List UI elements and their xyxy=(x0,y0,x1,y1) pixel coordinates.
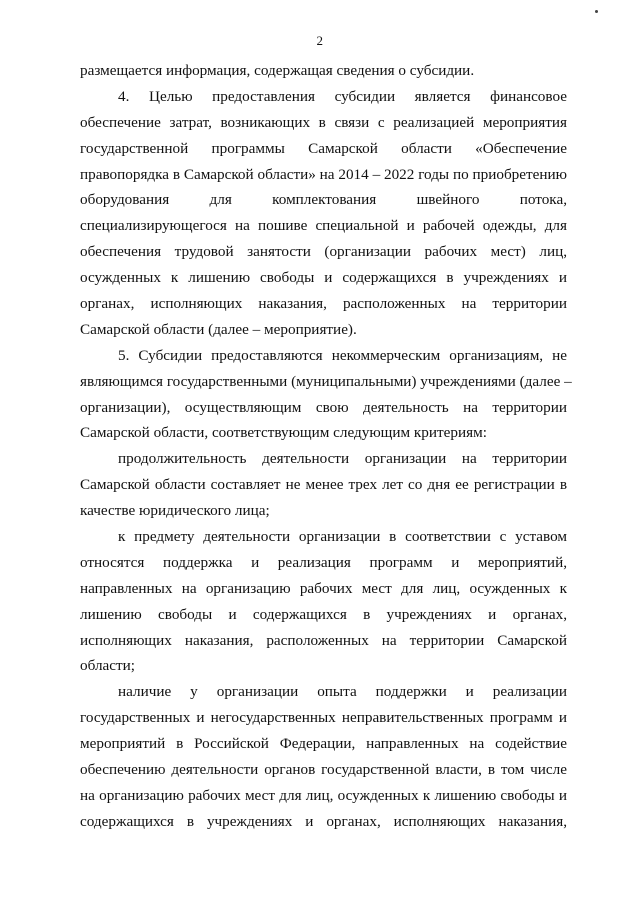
text-line: обеспечение затрат, возникающих в связи с реализацией мероприятия xyxy=(80,113,567,131)
text-line: размещается информация, содержащая сведения о субсидии. xyxy=(80,62,475,79)
text-line: мероприятий в Российской Федерации, направленных на содействие xyxy=(80,735,567,753)
criterion-duration xyxy=(80,446,567,524)
text-line: относятся поддержка и реализация программ и мероприятий, xyxy=(80,553,567,571)
criterion-experience xyxy=(80,679,567,834)
text-line: на организацию рабочих мест для лиц, осужденных к лишению свободы и xyxy=(80,786,567,804)
text-line: государственных и негосударственных неправительственных программ и xyxy=(80,709,567,727)
paragraph-continuation xyxy=(80,58,567,84)
text-line: государственной программы Самарской области «Обеспечение xyxy=(80,139,567,157)
page-number: 2 xyxy=(316,33,324,48)
text-line: обеспечению деятельности органов государственной власти, в том числе xyxy=(80,761,567,779)
text-line: обеспечения трудовой занятости (организации рабочих мест) лиц, xyxy=(80,243,567,261)
text-line: направленных на организацию рабочих мест для лиц, осужденных к xyxy=(80,579,567,597)
text-line: к предмету деятельности организации в соответствии с уставом xyxy=(118,528,567,546)
document-body xyxy=(80,58,572,835)
text-line: продолжительность деятельности организации на территории xyxy=(118,450,567,468)
text-line: специализирующегося на пошиве специальной и рабочей одежды, для xyxy=(80,217,567,235)
text-line: являющимся государственными (муниципальными) учреждениями (далее – xyxy=(80,372,572,390)
text-line: организации), осуществляющим свою деятельность на территории xyxy=(80,398,567,416)
text-line: правопорядка в Самарской области» на 2014 – 2022 годы по приобретению xyxy=(80,165,567,183)
text-line: наличие у организации опыта поддержки и реализации xyxy=(118,683,567,701)
paragraph-4 xyxy=(80,84,567,343)
text-line: осужденных к лишению свободы и содержащихся в учреждениях и xyxy=(80,269,567,287)
scan-speck xyxy=(595,10,598,13)
text-line: Самарской области (далее – мероприятие). xyxy=(80,320,357,338)
text-line: лишению свободы и содержащихся в учреждениях и органах, xyxy=(80,605,567,623)
text-line: Самарской области составляет не менее трех лет со дня ее регистрации в xyxy=(80,476,567,494)
text-line: качестве юридического лица; xyxy=(80,502,270,520)
text-line: Самарской области, соответствующим следующим критериям: xyxy=(80,424,487,442)
text-line: области; xyxy=(80,657,135,675)
text-line: исполняющих наказания, расположенных на территории Самарской xyxy=(80,631,567,649)
text-line: оборудования для комплектования швейного потока, xyxy=(80,191,567,209)
text-line: органах, исполняющих наказания, расположенных на территории xyxy=(80,295,567,313)
criterion-charter xyxy=(80,524,567,679)
text-line: 5. Субсидии предоставляются некоммерческим организациям, не xyxy=(118,346,567,364)
text-line: 4. Целью предоставления субсидии является финансовое xyxy=(118,87,567,105)
text-line: содержащихся в учреждениях и органах, исполняющих наказания, xyxy=(80,812,567,830)
paragraph-5 xyxy=(80,343,572,447)
